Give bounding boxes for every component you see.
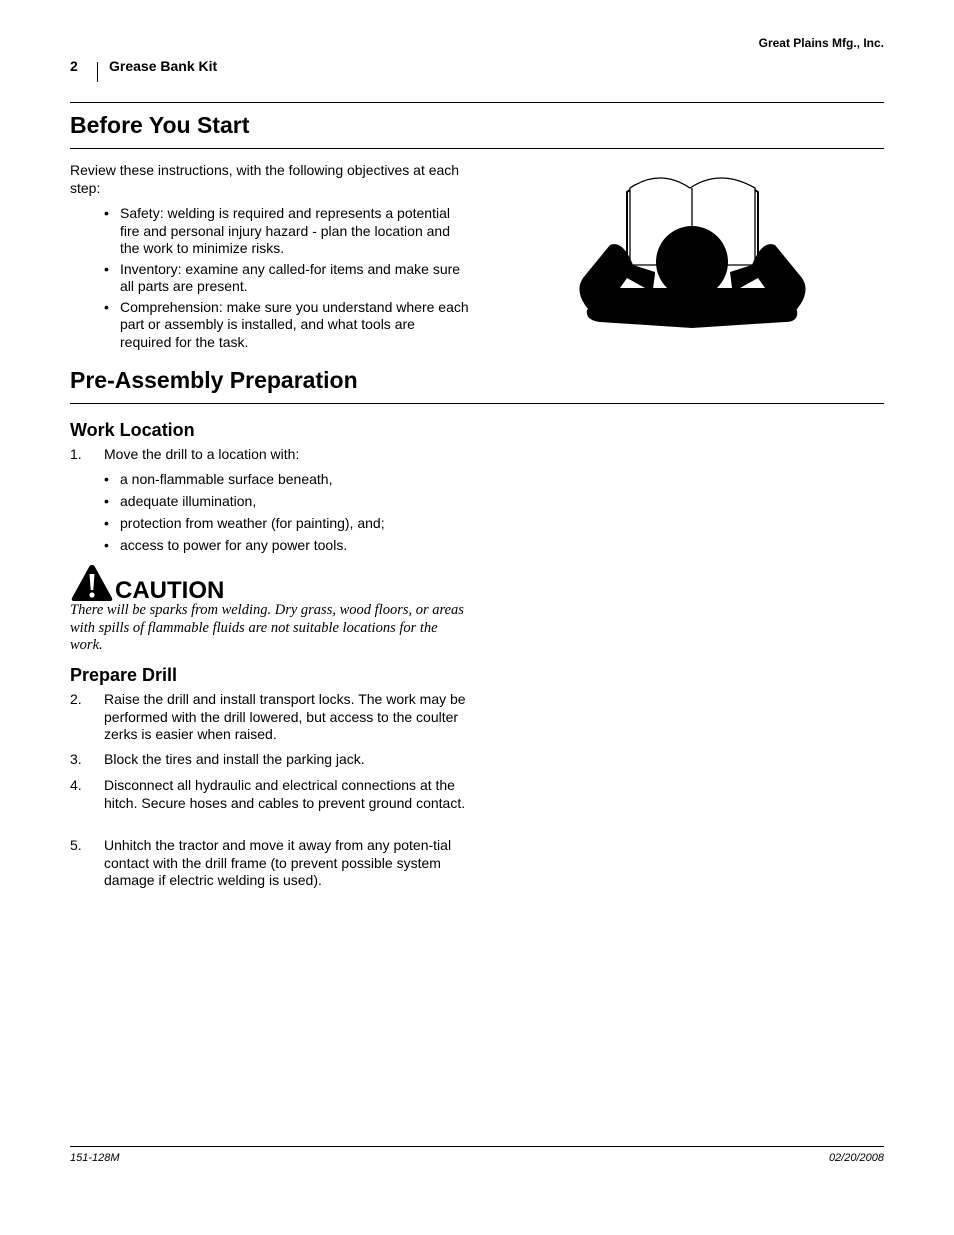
step-4 bbox=[70, 777, 470, 812]
list-item: • access to power for any power tools. bbox=[104, 537, 469, 555]
list-item: • a non-flammable surface beneath, bbox=[104, 471, 469, 489]
section-title-before-you-start: Before You Start bbox=[70, 112, 250, 138]
location-requirements-list bbox=[104, 471, 469, 555]
section-rule bbox=[70, 403, 884, 404]
step-text: Raise the drill and install transport locks. The work may be performed with the drill lowered, but access to the coulter zerks is easier when raised. bbox=[104, 691, 466, 742]
list-item: • adequate illumination, bbox=[104, 493, 469, 511]
list-item: • protection from weather (for painting), and; bbox=[104, 515, 469, 533]
step-2 bbox=[70, 691, 470, 744]
intro-paragraph: Review these instructions, with the following objectives at each step: bbox=[70, 162, 460, 196]
document-date: 02/20/2008 bbox=[828, 1152, 884, 1164]
step-text: Disconnect all hydraulic and electrical connections at the hitch. Secure hoses and cables to prevent ground contact. bbox=[104, 777, 466, 811]
objectives-list bbox=[104, 205, 469, 351]
list-item: • Safety: welding is required and represents a potential fire and personal injury hazard - plan the location and the work to minimize risks. bbox=[104, 205, 469, 258]
caution-label: CAUTION bbox=[115, 577, 225, 604]
step-number: 2. bbox=[70, 691, 82, 707]
document-title: Grease Bank Kit bbox=[109, 58, 218, 74]
subheading-prepare-drill: Prepare Drill bbox=[70, 665, 178, 685]
part-number: 151-128M bbox=[70, 1152, 120, 1164]
header-separator bbox=[97, 62, 98, 82]
caution-text: There will be sparks from welding. Dry grass, wood floors, or areas with spills of flammable fluids are not suitable locations for the work. bbox=[70, 602, 464, 653]
step-number: 5. bbox=[70, 837, 82, 853]
section-rule-bottom bbox=[70, 148, 884, 149]
step-number: 3. bbox=[70, 751, 82, 767]
subheading-work-location: Work Location bbox=[70, 420, 195, 440]
page-number: 2 bbox=[70, 58, 78, 74]
person-reading-manual-icon bbox=[575, 170, 810, 335]
step-5 bbox=[70, 837, 470, 890]
step-1 bbox=[70, 446, 470, 464]
company-name: Great Plains Mfg., Inc. bbox=[758, 36, 884, 50]
footer-rule bbox=[70, 1146, 884, 1147]
step-text: Block the tires and install the parking jack. bbox=[104, 751, 365, 767]
step-number: 1. bbox=[70, 446, 82, 462]
section-rule-top bbox=[70, 102, 884, 103]
step-text: Move the drill to a location with: bbox=[104, 446, 300, 462]
step-text: Unhitch the tractor and move it away from any poten-tial contact with the drill frame (to prevent possible system damage if electric welding is used). bbox=[104, 837, 452, 888]
list-item: • Inventory: examine any called-for items and make sure all parts are present. bbox=[104, 261, 469, 296]
list-item: • Comprehension: make sure you understand where each part or assembly is installed, and what tools are required for the task. bbox=[104, 299, 469, 352]
section-title-pre-assembly: Pre-Assembly Preparation bbox=[70, 367, 358, 393]
warning-triangle-icon bbox=[70, 563, 114, 603]
step-3 bbox=[70, 751, 470, 769]
step-number: 4. bbox=[70, 777, 82, 793]
